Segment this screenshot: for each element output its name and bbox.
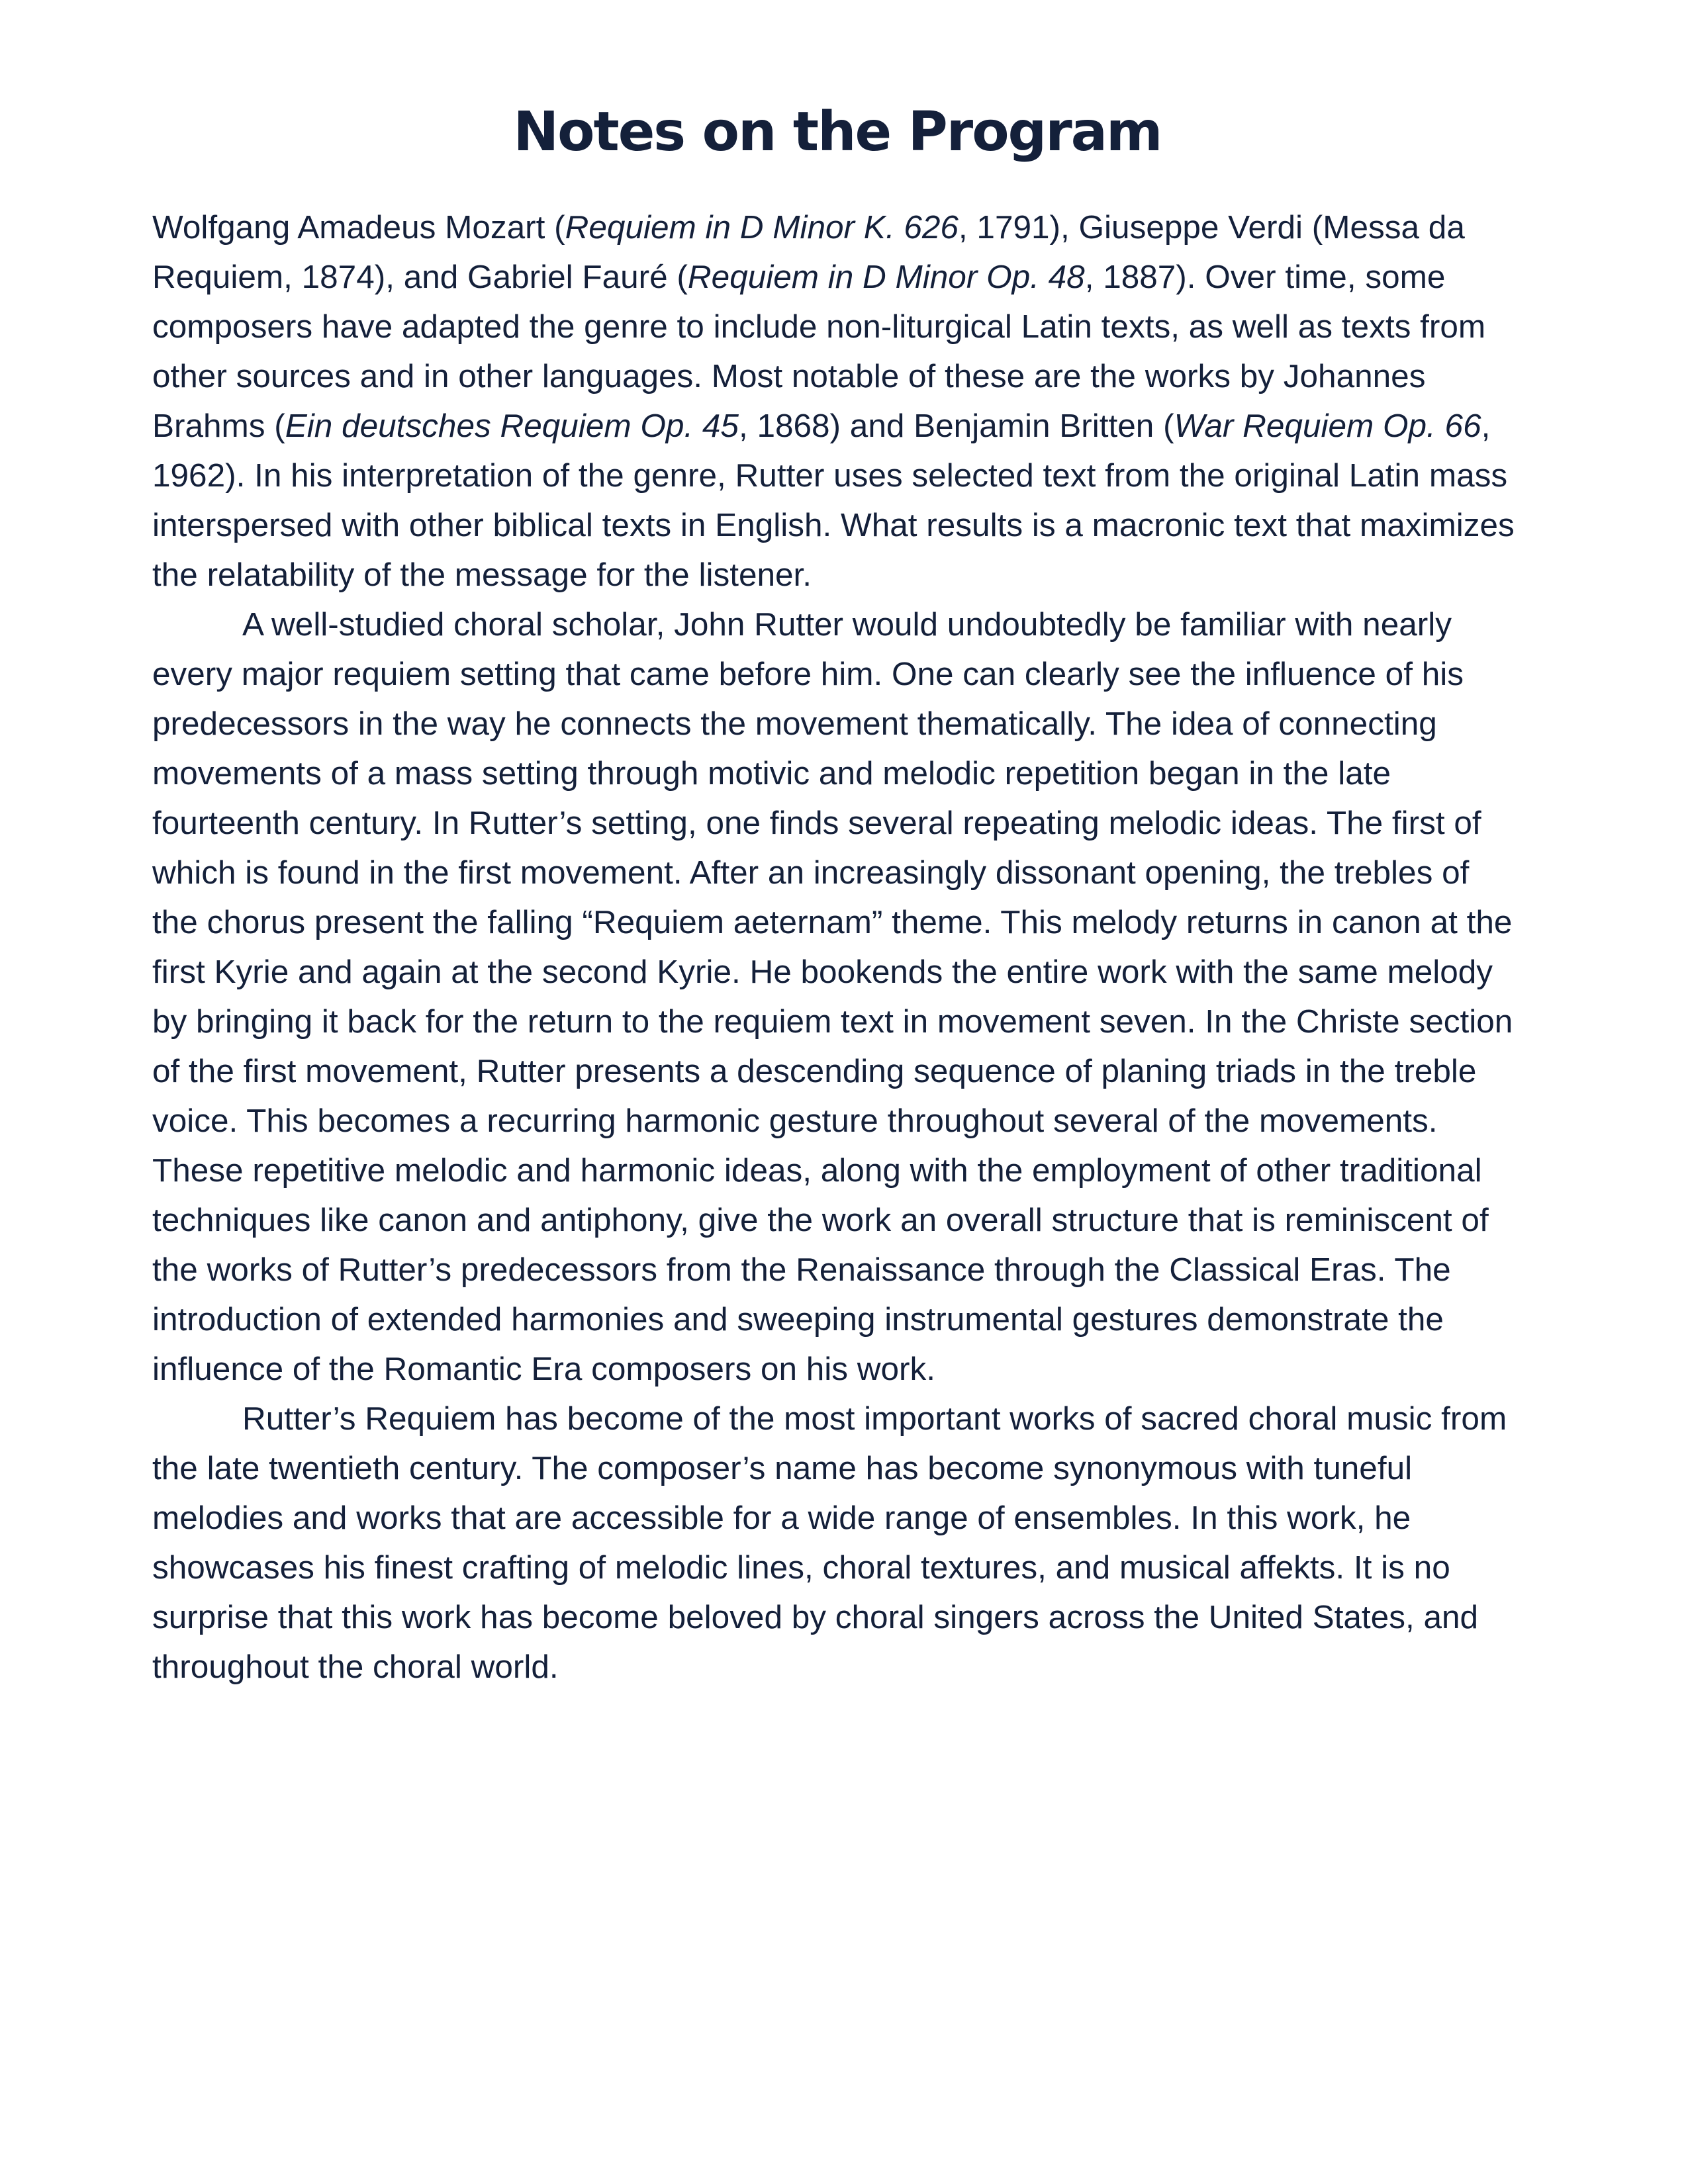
text-run: Rutter’s Requiem has become of the most important works of sacred choral music from the late twentieth century. The composer’s name has become synonymous with tuneful melodies and works that are accessible for a wide range of ensembles. In this work, he showcases his finest crafting of melodic lines, choral textures, and musical affekts. It is no surprise that this work has become beloved by choral singers across the United States, and throughout the choral world. <box>152 1400 1507 1685</box>
text-run: A well-studied choral scholar, John Rutter would undoubtedly be familiar with nearly every major requiem setting that came before him. One can clearly see the influence of his predecessors in the way he connects the movement thematically. The idea of connecting movements of a mass setting through motivic and melodic repetition began in the late fourteenth century. In Rutter’s setting, one finds several repeating melodic ideas. The first of which is found in the first movement. After an increasingly dissonant opening, the trebles of the chorus present the falling “Requiem aeternam” theme. This melody returns in canon at the first Kyrie and again at the second Kyrie. He bookends the entire work with the same melody by bringing it back for the return to the requiem text in movement seven. In the Christe section of the first movement, Rutter presents a descending sequence of planing triads in the treble voice. This becomes a recurring harmonic gesture throughout several of the movements. These repetitive melodic and harmonic ideas, along with the employment of other traditional techniques like canon and antiphony, give the work an overall structure that is reminiscent of the works of Rutter’s predecessors from the Renaissance through the Classical Eras. The introduction of extended harmonies and sweeping instrumental gestures demonstrate the influence of the Romantic Era composers on his work. <box>152 606 1513 1387</box>
text-run: , 1962). In his interpretation of the genre, Rutter uses selected text from the original Latin mass interspersed with other biblical texts in English. What results is a macronic text that maximizes the relatability of the message for the listener. <box>152 408 1515 593</box>
paragraph-1 <box>152 203 1523 600</box>
text-run: Wolfgang Amadeus Mozart ( <box>152 209 565 246</box>
paragraph-3 <box>152 1394 1523 1692</box>
paragraph-2 <box>152 600 1523 1394</box>
work-title-italic: Requiem in D Minor Op. 48 <box>687 259 1085 295</box>
work-title-italic: War Requiem Op. 66 <box>1174 408 1481 444</box>
text-run: , 1791), Giuseppe Verdi (Messa da Requiem, 1874), and Gabriel Fauré ( <box>152 209 1465 295</box>
text-run: , 1868) and Benjamin Britten ( <box>738 408 1174 444</box>
work-title-italic: Requiem in D Minor K. 626 <box>565 209 959 246</box>
work-title-italic: Ein deutsches Requiem Op. 45 <box>285 408 739 444</box>
text-run: , 1887). Over time, some composers have adapted the genre to include non-liturgical Latin texts, as well as texts from other sources and in other languages. Most notable of these are the works by Johannes Brahms ( <box>152 259 1486 444</box>
page-title: Notes on the Program <box>513 101 1162 163</box>
document-body <box>152 203 1523 1692</box>
document-page <box>152 86 1523 1692</box>
